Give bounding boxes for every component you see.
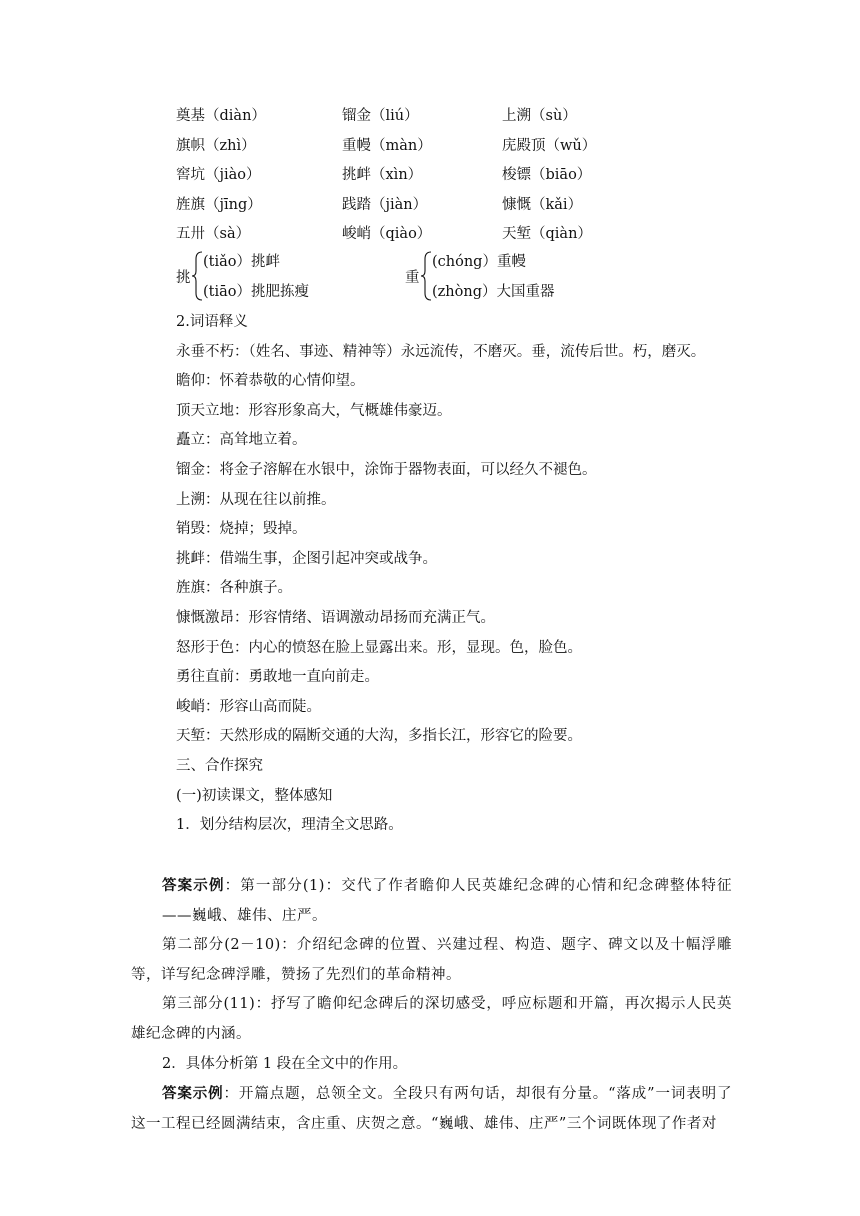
- vocab-item: 慷慨激昂：形容情绪、语调激动昂扬而充满正气。: [176, 609, 495, 626]
- question: 1．划分结构层次，理清全文思路。: [176, 817, 403, 834]
- answer-block: [131, 871, 732, 1139]
- pinyin-item: 窖坑（jiào）: [176, 167, 261, 184]
- polyphone-char: 重: [405, 270, 420, 286]
- brace-icon: [191, 251, 203, 301]
- vocab-item: 上溯：从现在往以前推。: [176, 491, 336, 508]
- polyphone-reading: (chóng）重幔: [432, 254, 526, 270]
- answer-label: 答案示例: [162, 1085, 224, 1103]
- vocab-item: 销毁：烧掉；毁掉。: [176, 521, 307, 538]
- polyphone-reading: (tiǎo）挑衅: [203, 254, 280, 270]
- pinyin-table: [176, 102, 736, 250]
- polyphone-tiao: [176, 250, 356, 304]
- pinyin-item: 旗帜（zhì）: [176, 137, 256, 154]
- vocab-item: 怒形于色：内心的愤怒在脸上显露出来。形，显现。色，脸色。: [176, 639, 582, 656]
- pinyin-item: 上溯（sù）: [502, 108, 577, 124]
- answer-paragraph: 第三部分(11)：抒写了瞻仰纪念碑后的深切感受，呼应标题和开篇，再次揭示人民英雄纪念碑的内涵。: [131, 996, 732, 1042]
- vocab-item: 天堑：天然形成的隔断交通的大沟，多指长江，形容它的险要。: [176, 728, 582, 745]
- pinyin-item: 梭镖（biāo）: [502, 167, 592, 184]
- section-heading: 三、合作探究: [176, 757, 263, 774]
- pinyin-item: 挑衅（xìn）: [342, 167, 423, 184]
- vocab-item: 镏金：将金子溶解在水银中，涂饰于器物表面，可以经久不褪色。: [176, 461, 597, 478]
- pinyin-item: 重幔（màn）: [342, 137, 432, 154]
- pinyin-item: 峻峭（qiào）: [342, 226, 432, 243]
- vocab-item: 矗立：高耸地立着。: [176, 432, 307, 449]
- polyphone-reading: (tiāo）挑肥拣瘦: [203, 284, 309, 300]
- pinyin-item: 慷慨（kǎi）: [502, 196, 583, 213]
- brace-icon: [420, 251, 432, 301]
- answer-text: ：第一部分(1)：交代了作者瞻仰人民英雄纪念碑的心情和纪念碑整体特征——巍峨、雄伟、庄严。: [162, 878, 732, 924]
- vocab-item: 瞻仰：怀着恭敬的心情仰望。: [176, 373, 365, 390]
- pinyin-item: 天堑（qiàn）: [502, 226, 592, 243]
- main-text: [176, 308, 776, 841]
- vocab-item: 永垂不朽：（姓名、事迹、精神等）永远流传，不磨灭。垂，流传后世。朽，磨灭。: [176, 343, 706, 360]
- question: 2．具体分析第 1 段在全文中的作用。: [162, 1055, 408, 1072]
- vocab-item: 峻峭：形容山高而陡。: [176, 698, 321, 715]
- pinyin-item: 庑殿顶（wǔ）: [502, 137, 597, 154]
- answer-paragraph: [131, 1079, 732, 1139]
- answer-paragraph: 第二部分(2－10)：介绍纪念碑的位置、兴建过程、构造、题字、碑文以及十幅浮雕等，详写纪念碑浮雕，赞扬了先烈们的革命精神。: [131, 937, 732, 983]
- answer-paragraph: [131, 871, 732, 931]
- pinyin-item: 旌旗（jīng）: [176, 196, 262, 213]
- pinyin-item: 奠基（diàn）: [176, 108, 266, 124]
- pinyin-item: 镏金（liú）: [342, 108, 419, 124]
- vocab-item: 挑衅：借端生事，企图引起冲突或战争。: [176, 550, 437, 567]
- answer-label: 答案示例: [162, 877, 225, 894]
- vocab-item: 勇往直前：勇敢地一直向前走。: [176, 669, 379, 686]
- subsection-heading: (一)初读课文，整体感知: [176, 787, 333, 804]
- vocab-item: 顶天立地：形容形象高大，气概雄伟豪迈。: [176, 402, 452, 419]
- polyphone-zhong: [405, 250, 605, 304]
- section-heading: 2.词语释义: [176, 314, 248, 330]
- polyphone-char: 挑: [176, 270, 191, 286]
- vocab-item: 旌旗：各种旗子。: [176, 580, 292, 597]
- answer-text: ：开篇点题，总领全文。全段只有两句话，却很有分量。“落成”一词表明了这一工程已经圆满结束，含庄重、庆贺之意。“巍峨、雄伟、庄严”三个词既体现了作者对: [131, 1086, 733, 1132]
- polyphone-reading: (zhòng）大国重器: [432, 284, 555, 300]
- pinyin-item: 践踏（jiàn）: [342, 196, 428, 213]
- pinyin-item: 五卅（sà）: [176, 226, 251, 243]
